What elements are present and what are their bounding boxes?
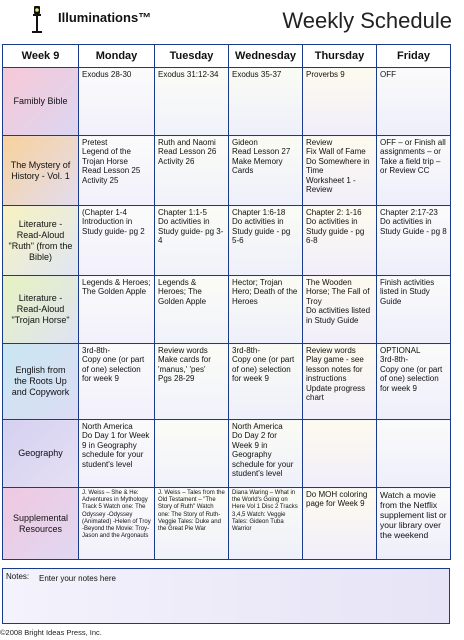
schedule-cell-wednesday <box>229 420 303 488</box>
cell-text: Do MOH coloring page for Week 9 <box>306 490 368 509</box>
schedule-cell-thursday <box>303 136 377 206</box>
schedule-cell-friday <box>377 344 451 420</box>
cell-text: OPTIONAL 3rd-8th- Copy one (or part of one) selection for week 9 <box>380 346 443 393</box>
schedule-cell-thursday <box>303 488 377 560</box>
schedule-cell-wednesday <box>229 206 303 276</box>
row-label-line: the Roots Up <box>14 376 67 386</box>
row-label-line: Read-Aloud <box>16 229 65 240</box>
schedule-cell-monday <box>79 488 155 560</box>
cell-text: Chapter 1:1-5 Do activities in Study guide- pg 3-4 <box>158 208 224 246</box>
cell-text: North America Do Day 1 for Week 9 in Geography schedule for your student's level <box>82 422 150 469</box>
row-label-line: The Mystery of <box>10 159 71 170</box>
schedule-cell-wednesday <box>229 68 303 136</box>
cell-text: Legends & Heroes; The Golden Apple <box>82 278 151 297</box>
cell-text: Gideon Read Lesson 27 Make Memory Cards <box>232 138 291 176</box>
col-header-thursday: Thursday <box>303 45 377 68</box>
row-label <box>3 276 79 344</box>
schedule-cell-monday <box>79 136 155 206</box>
row-label-line: English from <box>15 365 66 375</box>
col-header-tuesday: Tuesday <box>155 45 229 68</box>
cell-text: Proverbs 9 <box>306 70 345 79</box>
schedule-cell-thursday <box>303 420 377 488</box>
table-row <box>3 488 451 560</box>
row-label-line: Bible) <box>28 251 52 262</box>
cell-text: Chapter 2: 1-16 Do activities in Study guide - pg 6-8 <box>306 208 365 246</box>
row-label-line: Literature - <box>18 218 63 229</box>
row-label-line: Supplemental <box>12 512 69 523</box>
schedule-cell-tuesday <box>155 420 229 488</box>
schedule-cell-tuesday <box>155 276 229 344</box>
schedule-cell-tuesday <box>155 136 229 206</box>
table-row <box>3 206 451 276</box>
schedule-cell-thursday <box>303 206 377 276</box>
cell-text: Diana Waring – What in the World's Going on Here Vol 1 Disc 2 Tracks 3,4,5 Watch: Veggie Tales: Gideon Tuba Warrior <box>232 490 298 533</box>
row-label <box>3 136 79 206</box>
page-title: Weekly Schedule <box>282 8 452 33</box>
cell-text: J. Weiss – Tales from the Old Testament – "The Story of Ruth" Watch one: The Story of Ruth-Veggie Tales: Duke and the Great Pie War <box>158 490 225 533</box>
schedule-cell-monday <box>79 344 155 420</box>
row-label-line: "Ruth" (from the <box>8 240 73 251</box>
schedule-table <box>2 44 451 560</box>
row-label-line: Famibly Bible <box>13 96 68 106</box>
cell-text: North America Do Day 2 for Week 9 in Geography schedule for your student's level <box>232 422 294 479</box>
lamp-icon <box>30 4 44 34</box>
table-row <box>3 276 451 344</box>
schedule-cell-monday <box>79 420 155 488</box>
schedule-cell-monday <box>79 68 155 136</box>
row-label <box>3 206 79 276</box>
row-label <box>3 68 79 136</box>
cell-text: Chapter 1:6-18 Do activities in Study guide - pg 5-6 <box>232 208 291 246</box>
schedule-cell-thursday <box>303 68 377 136</box>
schedule-cell-wednesday <box>229 488 303 560</box>
cell-text: Ruth and Naomi Read Lesson 26 Activity 26 <box>158 138 217 166</box>
schedule-cell-friday <box>377 488 451 560</box>
cell-text: Hector; Trojan Hero; Death of the Heroes <box>232 278 298 306</box>
row-label-line: History - Vol. 1 <box>11 170 70 181</box>
cell-text: Review words Play game - see lesson notes for instructions Update progress chart <box>306 346 366 403</box>
row-label <box>3 344 79 420</box>
brand-name: Illuminations™ <box>58 10 152 25</box>
cell-text: Review words Make cards for 'manus,' 'pes' Pgs 28-29 <box>158 346 211 384</box>
cell-text: Legends & Heroes; The Golden Apple <box>158 278 207 306</box>
schedule-cell-tuesday <box>155 488 229 560</box>
schedule-cell-tuesday <box>155 68 229 136</box>
schedule-cell-tuesday <box>155 344 229 420</box>
notes-area[interactable] <box>2 568 450 624</box>
schedule-cell-friday <box>377 420 451 488</box>
cell-text: The Wooden Horse; The Fall of Troy Do activities listed in Study Guide <box>306 278 371 325</box>
cell-text: (Chapter 1-4 Introduction in Study guide- pg 2 <box>82 208 145 236</box>
table-row <box>3 136 451 206</box>
schedule-cell-wednesday <box>229 136 303 206</box>
row-label-line: Resources <box>18 523 63 534</box>
schedule-cell-friday <box>377 68 451 136</box>
copyright-footer: ©2008 Bright Ideas Press, Inc. <box>0 628 102 637</box>
row-label <box>3 420 79 488</box>
cell-text: Finish activities listed in Study Guide <box>380 278 435 306</box>
cell-text: 3rd-8th- Copy one (or part of one) selection for week 9 <box>82 346 145 384</box>
table-row <box>3 68 451 136</box>
cell-text: Chapter 2:17-23 Do activities in Study Guide - pg 8 <box>380 208 447 236</box>
schedule-cell-wednesday <box>229 344 303 420</box>
notes-label: Notes: <box>6 572 30 581</box>
schedule-cell-thursday <box>303 276 377 344</box>
cell-text: OFF – or Finish all assignments – or Take a field trip – or Review CC <box>380 138 446 176</box>
cell-text: OFF <box>380 70 396 79</box>
header-row <box>3 45 451 68</box>
cell-text: J. Weiss – She & He: Adventures in Mythology Track 5 Watch one: The Odyssey -Odyssey (Animated) -Helen of Troy -Beyond the Movie: Troy-Jason and the Argonauts <box>82 490 151 540</box>
col-header-friday: Friday <box>377 45 451 68</box>
schedule-cell-monday <box>79 276 155 344</box>
table-row <box>3 420 451 488</box>
col-header-wednesday: Wednesday <box>229 45 303 68</box>
row-label-line: Read-Aloud <box>16 304 65 314</box>
row-label-line: "Trojan Horse" <box>11 315 70 325</box>
col-header-monday: Monday <box>79 45 155 68</box>
col-header-week: Week 9 <box>3 45 79 68</box>
cell-text: Pretest Legend of the Trojan Horse Read Lesson 25 Activity 25 <box>82 138 141 185</box>
cell-text: Exodus 28-30 <box>82 70 132 79</box>
cell-text: Review Fix Wall of Fame Do Somewhere in Time Worksheet 1 - Review <box>306 138 370 195</box>
row-label <box>3 488 79 560</box>
schedule-cell-thursday <box>303 344 377 420</box>
schedule-cell-wednesday <box>229 276 303 344</box>
cell-text: Exodus 31:12-34 <box>158 70 219 79</box>
schedule-cell-friday <box>377 276 451 344</box>
notes-hint[interactable]: Enter your notes here <box>39 574 116 583</box>
table-row <box>3 344 451 420</box>
cell-text: Exodus 35-37 <box>232 70 282 79</box>
row-label-line: Literature - <box>18 293 63 303</box>
schedule-cell-friday <box>377 136 451 206</box>
row-label-line: Geography <box>18 448 63 458</box>
row-label-line: and Copywork <box>11 387 70 397</box>
cell-text: 3rd-8th- Copy one (or part of one) selection for week 9 <box>232 346 295 384</box>
schedule-cell-friday <box>377 206 451 276</box>
schedule-cell-monday <box>79 206 155 276</box>
cell-text: Watch a movie from the Netflix supplement list or your library over the weekend <box>380 490 447 540</box>
page-header <box>0 0 464 42</box>
schedule-cell-tuesday <box>155 206 229 276</box>
